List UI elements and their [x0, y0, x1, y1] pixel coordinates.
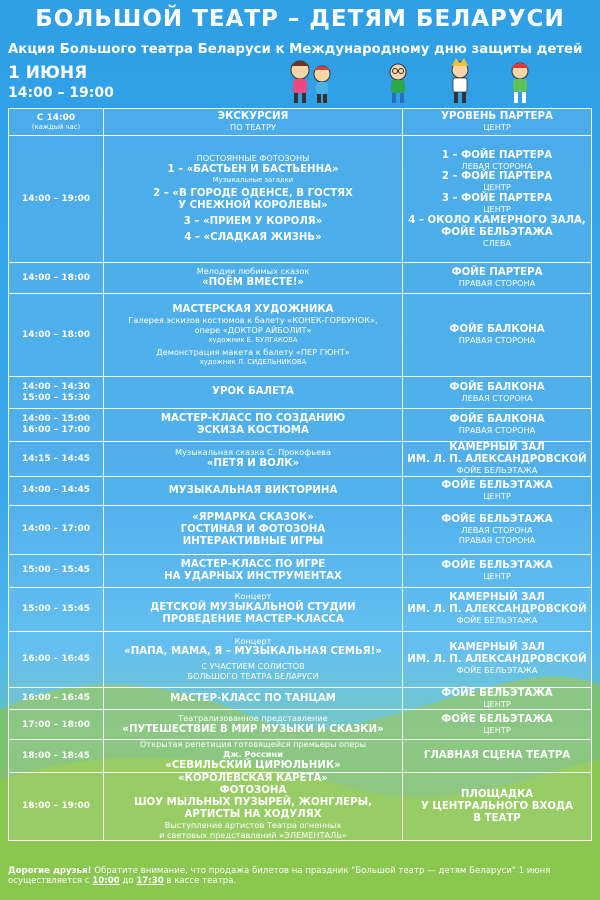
schedule-row [9, 740, 592, 772]
time-text: 15:00 – 15:45 [21, 603, 91, 614]
row-activity [104, 294, 403, 377]
time-text: 14:00 – 14:30 [21, 381, 91, 392]
line-heading: 4 – «СЛАДКАЯ ЖИЗНЬ» [184, 231, 322, 243]
line-note: ЦЕНТР [483, 490, 511, 501]
line-heading: УРОК БАЛЕТА [212, 386, 294, 398]
line-note: ЦЕНТР [483, 570, 511, 581]
line-heading: ГОСТИНАЯ И ФОТОЗОНА [180, 523, 326, 535]
row-time [9, 631, 104, 687]
schedule-row [9, 294, 592, 377]
time-text: 14:00 – 14:45 [21, 485, 91, 496]
line-note: ПРАВАЯ СТОРОНА [458, 278, 536, 289]
row-activity [104, 409, 403, 442]
line-note: ПРАВАЯ СТОРОНА [458, 534, 536, 545]
line-heading: ФОЙЕ БАЛКОНА [449, 381, 545, 393]
line-heading: МАСТЕР-КЛАСС ПО СОЗДАНИЮ [160, 412, 346, 424]
row-activity [104, 136, 403, 263]
row-activity [104, 740, 403, 772]
child-figure-4 [452, 58, 468, 103]
time-text: 14:00 – 18:00 [21, 272, 91, 283]
line-note: С УЧАСТИЕМ СОЛИСТОВ [201, 661, 305, 672]
line-heading: «СЕВИЛЬСКИЙ ЦИРЮЛЬНИК» [165, 759, 341, 771]
line-heading: МУЗЫКАЛЬНАЯ ВИКТОРИНА [168, 484, 338, 496]
line-note: Открытая репетиция готовящейся премьеры оперы [139, 739, 367, 750]
schedule-row [9, 377, 592, 409]
time-text: 14:00 – 15:00 [21, 414, 91, 425]
row-time [9, 772, 104, 840]
line-note: Демонстрация макета к балету «ПЕР ГЮНТ» [156, 346, 350, 357]
line-heading: ФОЙЕ БЕЛЬЭТАЖА [441, 514, 553, 526]
row-activity [104, 442, 403, 477]
time-text: 17:00 – 18:00 [21, 719, 91, 730]
line-heading: КАМЕРНЫЙ ЗАЛ [449, 592, 545, 604]
schedule-row [9, 505, 592, 554]
line-heading: У ЦЕНТРАЛЬНОГО ВХОДА [421, 800, 573, 812]
event-date: 1 ИЮНЯ [8, 63, 88, 83]
time-text: С 14:00 [36, 112, 76, 123]
row-location [403, 587, 592, 631]
line-heading: ГЛАВНАЯ СЦЕНА ТЕАТРА [423, 750, 571, 762]
line-note: Театрализованное представление [178, 713, 328, 724]
line-heading: 1 – «БАСТЬЕН И БАСТЬЕННА» [167, 163, 339, 175]
schedule-row [9, 109, 592, 136]
row-location [403, 740, 592, 772]
row-activity [104, 772, 403, 840]
row-time [9, 740, 104, 772]
line-heading: ФОЙЕ БЕЛЬЭТАЖА [441, 226, 553, 238]
row-location [403, 710, 592, 740]
time-text-2: 15:00 – 15:30 [21, 392, 91, 403]
schedule-row [9, 687, 592, 710]
row-activity [104, 476, 403, 505]
line-heading: УРОВЕНЬ ПАРТЕРА [441, 111, 553, 123]
time-text: 16:00 – 16:45 [21, 653, 91, 664]
line-heading: МАСТЕР-КЛАСС ПО ИГРЕ [180, 558, 326, 570]
line-heading: ИМ. Л. П. АЛЕКСАНДРОВСКОЙ [407, 654, 587, 666]
line-heading: ФОЙЕ БЕЛЬЭТАЖА [441, 559, 553, 571]
line-heading: КАМЕРНЫЙ ЗАЛ [449, 442, 545, 453]
line-heading: «ПУТЕШЕСТВИЕ В МИР МУЗЫКИ И СКАЗКИ» [122, 723, 384, 735]
row-time [9, 505, 104, 554]
line-note: Концерт [234, 635, 272, 646]
line-heading: МАСТЕР-КЛАСС ПО ТАНЦАМ [170, 692, 336, 704]
row-location [403, 409, 592, 442]
child-figure-5 [511, 63, 529, 103]
row-location [403, 505, 592, 554]
row-time [9, 710, 104, 740]
schedule-body [9, 109, 592, 841]
row-location [403, 476, 592, 505]
line-note: ФОЙЕ БЕЛЬЭТАЖА [456, 465, 538, 476]
time-text: 14:15 – 14:45 [21, 453, 91, 464]
row-time [9, 136, 104, 263]
row-activity [104, 687, 403, 710]
line-note: Галерея эскизов костюмов к балету «КОНЕК-ГОРБУНОК», [128, 315, 378, 326]
row-location [403, 109, 592, 136]
page-subtitle: Акция Большого театра Беларуси к Международному дню защиты детей [8, 42, 583, 57]
line-note: Музыкальная сказка С. Прокофьева [175, 447, 331, 458]
line-heading: ФОЙЕ БАЛКОНА [449, 324, 545, 336]
schedule-table [8, 108, 592, 841]
time-text: 14:00 – 18:00 [21, 329, 91, 340]
row-time [9, 476, 104, 505]
footer-time-from: 10:00 [92, 876, 120, 887]
child-figure-1 [291, 61, 309, 103]
line-note: ФОЙЕ БЕЛЬЭТАЖА [456, 615, 538, 626]
schedule-row [9, 631, 592, 687]
line-heading: 3 – ФОЙЕ ПАРТЕРА [441, 192, 553, 204]
row-activity [104, 631, 403, 687]
line-heading: ФОТОЗОНА [219, 784, 287, 796]
line-note: Дж. Россини [223, 749, 283, 760]
row-activity [104, 263, 403, 294]
row-location [403, 136, 592, 263]
line-heading: У СНЕЖНОЙ КОРОЛЕВЫ» [178, 199, 328, 211]
line-heading: 3 – «ПРИЕМ У КОРОЛЯ» [183, 215, 323, 227]
row-activity [104, 554, 403, 587]
child-figure-2 [314, 66, 330, 103]
row-time [9, 109, 104, 136]
time-text: 15:00 – 15:45 [21, 565, 91, 576]
line-heading: ФОЙЕ БЕЛЬЭТАЖА [441, 479, 553, 491]
line-note: Концерт [234, 591, 272, 602]
row-time [9, 442, 104, 477]
line-note: Выступление артистов Театра огненных [164, 819, 342, 830]
line-note: ПО ТЕАТРУ [230, 122, 276, 133]
schedule-row [9, 772, 592, 840]
schedule-row [9, 136, 592, 263]
line-heading: «КОРОЛЕВСКАЯ КАРЕТА» [177, 772, 328, 784]
schedule-row [9, 587, 592, 631]
line-heading: ФОЙЕ БЕЛЬЭТАЖА [441, 687, 553, 699]
row-location [403, 442, 592, 477]
line-note: художник Л. СИДЕЛЬНИКОВА [199, 357, 307, 366]
line-note: БОЛЬШОГО ТЕАТРА БЕЛАРУСИ [187, 671, 319, 682]
line-note: опере «ДОКТОР АЙБОЛИТ» [194, 325, 312, 336]
time-text: 18:00 – 18:45 [21, 750, 91, 761]
line-note: ПОСТОЯННЫЕ ФОТОЗОНЫ [196, 153, 310, 164]
line-heading: В ТЕАТР [473, 812, 521, 824]
line-heading: 1 – ФОЙЕ ПАРТЕРА [441, 149, 553, 161]
header [0, 0, 600, 105]
line-note: Музыкальные загадки [212, 175, 294, 184]
line-heading: ЭСКИЗА КОСТЮМА [197, 425, 309, 436]
footer-text-mid: до [119, 876, 137, 887]
line-note: ЦЕНТР [483, 182, 511, 193]
line-heading: 4 – ОКОЛО КАМЕРНОГО ЗАЛА, [408, 214, 586, 226]
schedule-row [9, 442, 592, 477]
line-heading: АРТИСТЫ НА ХОДУЛЯХ [184, 808, 322, 820]
footer-lead: Дорогие друзья! [8, 866, 92, 876]
row-activity [104, 377, 403, 409]
row-time [9, 263, 104, 294]
line-heading: 2 – «В ГОРОДЕ ОДЕНСЕ, В ГОСТЯХ [153, 187, 353, 199]
line-heading: ПЛОЩАДКА [460, 788, 534, 800]
line-note: ЛЕВАЯ СТОРОНА [461, 160, 533, 171]
footer-text-1: Обратите внимание, что продажа билетов на праздник "Большой театр — детям Беларуси" 1 июня осуществляется с [8, 866, 551, 887]
line-heading: ФОЙЕ БАЛКОНА [449, 414, 545, 426]
event-time: 14:00 – 19:00 [8, 85, 114, 101]
line-heading: ИМ. Л. П. АЛЕКСАНДРОВСКОЙ [407, 604, 587, 616]
line-heading: ФОЙЕ БЕЛЬЭТАЖА [441, 714, 553, 726]
footer-text-2: в кассе театра. [163, 876, 237, 887]
line-heading: ИМ. Л. П. АЛЕКСАНДРОВСКОЙ [407, 454, 587, 466]
row-time [9, 554, 104, 587]
row-location [403, 294, 592, 377]
line-heading: 2 – ФОЙЕ ПАРТЕРА [441, 171, 553, 183]
row-location [403, 554, 592, 587]
line-heading: ДЕТСКОЙ МУЗЫКАЛЬНОЙ СТУДИИ [150, 602, 356, 614]
line-note: и световых представлений «ЭЛЕМЕНТАЛЬ» [159, 829, 347, 840]
time-text: 14:00 – 17:00 [21, 524, 91, 535]
row-time [9, 377, 104, 409]
row-location [403, 687, 592, 710]
time-text: 16:00 – 16:45 [21, 693, 91, 704]
row-time [9, 409, 104, 442]
line-note: ЛЕВАЯ СТОРОНА [461, 392, 533, 403]
line-note: Мелодии любимых сказок [196, 266, 310, 277]
row-activity [104, 587, 403, 631]
line-heading: ШОУ МЫЛЬНЫХ ПУЗЫРЕЙ, ЖОНГЛЕРЫ, [133, 796, 373, 808]
row-location [403, 377, 592, 409]
schedule-row [9, 554, 592, 587]
row-time [9, 587, 104, 631]
line-note: ЦЕНТР [483, 122, 511, 133]
footer-time-to: 17:30 [136, 876, 164, 887]
line-heading: «ПАПА, МАМА, Я – МУЗЫКАЛЬНАЯ СЕМЬЯ!» [124, 646, 382, 658]
schedule-row [9, 409, 592, 442]
schedule-row [9, 476, 592, 505]
time-text: 14:00 – 19:00 [21, 193, 91, 204]
line-note: ПРАВАЯ СТОРОНА [458, 425, 536, 436]
line-heading: НА УДАРНЫХ ИНСТРУМЕНТАХ [164, 570, 342, 582]
row-time [9, 687, 104, 710]
line-note: ФОЙЕ БЕЛЬЭТАЖА [456, 665, 538, 676]
line-note: ЦЕНТР [483, 725, 511, 736]
schedule-row [9, 710, 592, 740]
line-heading: ИНТЕРАКТИВНЫЕ ИГРЫ [182, 535, 324, 547]
line-heading: ФОЙЕ ПАРТЕРА [451, 267, 543, 279]
row-location [403, 263, 592, 294]
schedule-row [9, 263, 592, 294]
line-note: СЛЕВА [482, 237, 512, 248]
line-heading: «ПЕТЯ И ВОЛК» [206, 457, 300, 469]
line-heading: ЭКСКУРСИЯ [217, 111, 289, 123]
row-activity [104, 109, 403, 136]
line-note: ЦЕНТР [483, 698, 511, 709]
time-note: (каждый час) [31, 123, 81, 132]
time-text: 18:00 – 19:00 [21, 801, 91, 812]
row-location [403, 631, 592, 687]
row-location [403, 772, 592, 840]
footer-note [8, 866, 592, 887]
row-activity [104, 505, 403, 554]
line-note: художник Е. БУЛГАКОВА [208, 335, 298, 344]
page-title: БОЛЬШОЙ ТЕАТР – ДЕТЯМ БЕЛАРУСИ [35, 6, 565, 32]
row-activity [104, 710, 403, 740]
line-heading: МАСТЕРСКАЯ ХУДОЖНИКА [172, 304, 334, 316]
line-note: ЦЕНТР [483, 204, 511, 215]
child-figure-3 [390, 64, 406, 103]
line-heading: КАМЕРНЫЙ ЗАЛ [449, 642, 545, 654]
time-text-2: 16:00 – 17:00 [21, 425, 91, 435]
line-note: ПРАВАЯ СТОРОНА [458, 335, 536, 346]
children-illustration [280, 56, 540, 104]
line-heading: ПРОВЕДЕНИЕ МАСТЕР-КЛАССА [162, 614, 344, 626]
line-heading: «ЯРМАРКА СКАЗОК» [192, 511, 314, 523]
line-heading: «ПОЁМ ВМЕСТЕ!» [202, 276, 304, 288]
row-time [9, 294, 104, 377]
line-note: ЛЕВАЯ СТОРОНА [461, 525, 533, 536]
